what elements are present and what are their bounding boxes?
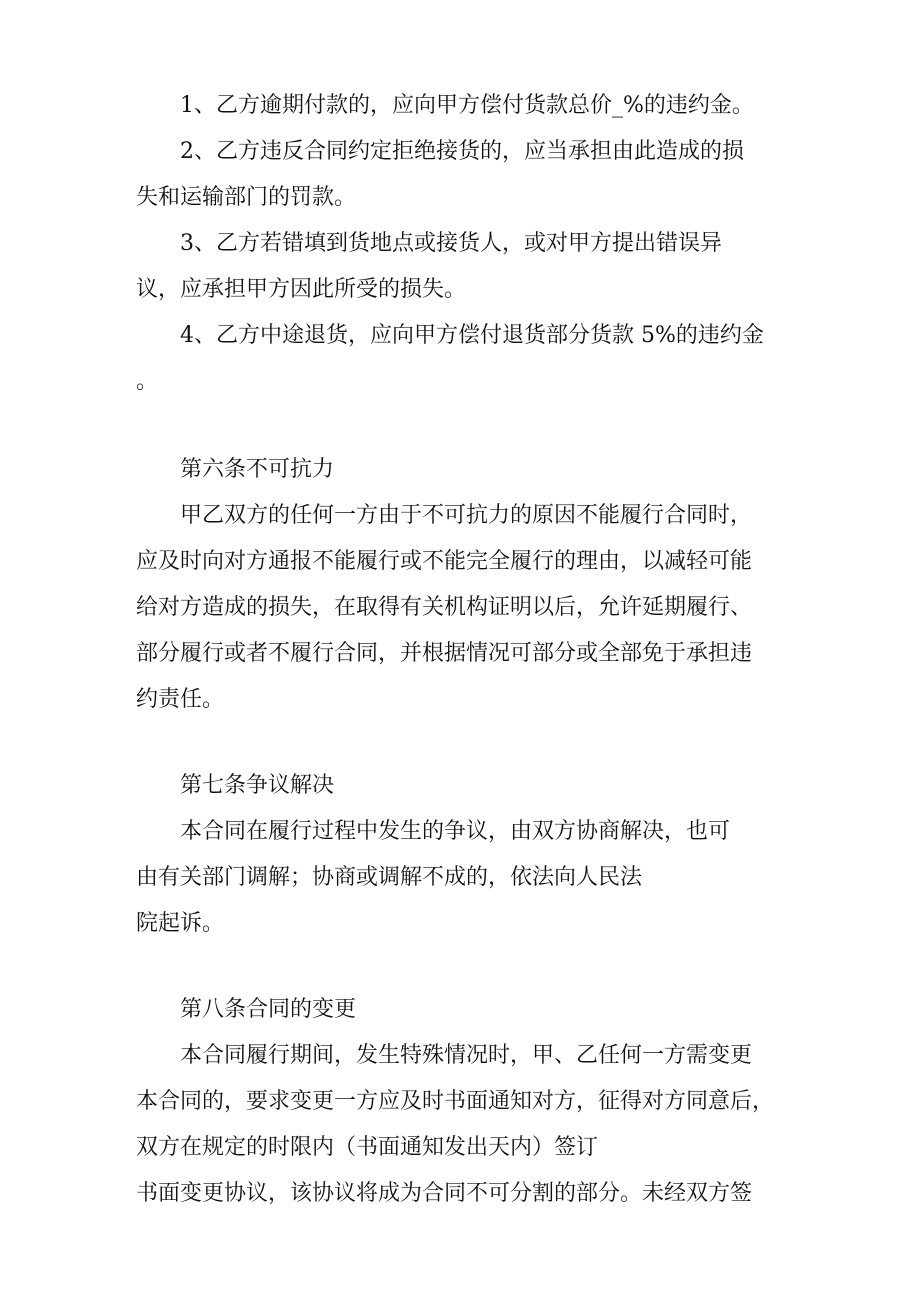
article-6-line: 应及时向对方通报不能履行或不能完全履行的理由，以减轻可能: [136, 549, 753, 574]
article-8-line: 本合同的，要求变更一方应及时书面通知对方，征得对方同意后，: [136, 1089, 775, 1114]
article-8-heading: 第八条合同的变更: [180, 997, 357, 1022]
article-8-line: 双方在规定的时限内（书面通知发出天内）签订: [136, 1135, 599, 1160]
article-7-heading: 第七条争议解决: [180, 773, 335, 798]
article-8-line: 本合同履行期间，发生特殊情况时，甲、乙任何一方需变更: [180, 1043, 753, 1068]
penalty-clause-2: 2、乙方违反合同约定拒绝接货的，应当承担由此造成的损: [180, 139, 744, 164]
penalty-clause-4: 4、乙方中途退货，应向甲方偿付退货部分货款 5%的违约金: [180, 323, 764, 348]
article-6-line: 给对方造成的损失，在取得有关机构证明以后，允许延期履行、: [136, 595, 753, 620]
article-6-heading: 第六条不可抗力: [180, 457, 335, 482]
article-8-line: 书面变更协议，该协议将成为合同不可分割的部分。未经双方签: [136, 1181, 753, 1206]
penalty-clause-4-cont: 。: [136, 369, 159, 394]
article-7-line: 由有关部门调解；协商或调解不成的，依法向人民法: [136, 865, 643, 890]
article-6-line: 甲乙双方的任何一方由于不可抗力的原因不能履行合同时，: [180, 503, 753, 528]
penalty-clause-3: 3、乙方若错填到货地点或接货人，或对甲方提出错误异: [180, 231, 722, 256]
article-7-line: 院起诉。: [136, 911, 225, 936]
penalty-clause-1: 1、乙方逾期付款的，应向甲方偿付货款总价_%的违约金。: [180, 93, 754, 118]
article-7-line: 本合同在履行过程中发生的争议，由双方协商解决，也可: [180, 819, 731, 844]
penalty-clause-2-cont: 失和运输部门的罚款。: [136, 185, 357, 210]
article-6-line: 约责任。: [136, 687, 225, 712]
article-6-line: 部分履行或者不履行合同，并根据情况可部分或全部免于承担违: [136, 641, 753, 666]
penalty-clause-3-cont: 议，应承担甲方因此所受的损失。: [136, 277, 467, 302]
